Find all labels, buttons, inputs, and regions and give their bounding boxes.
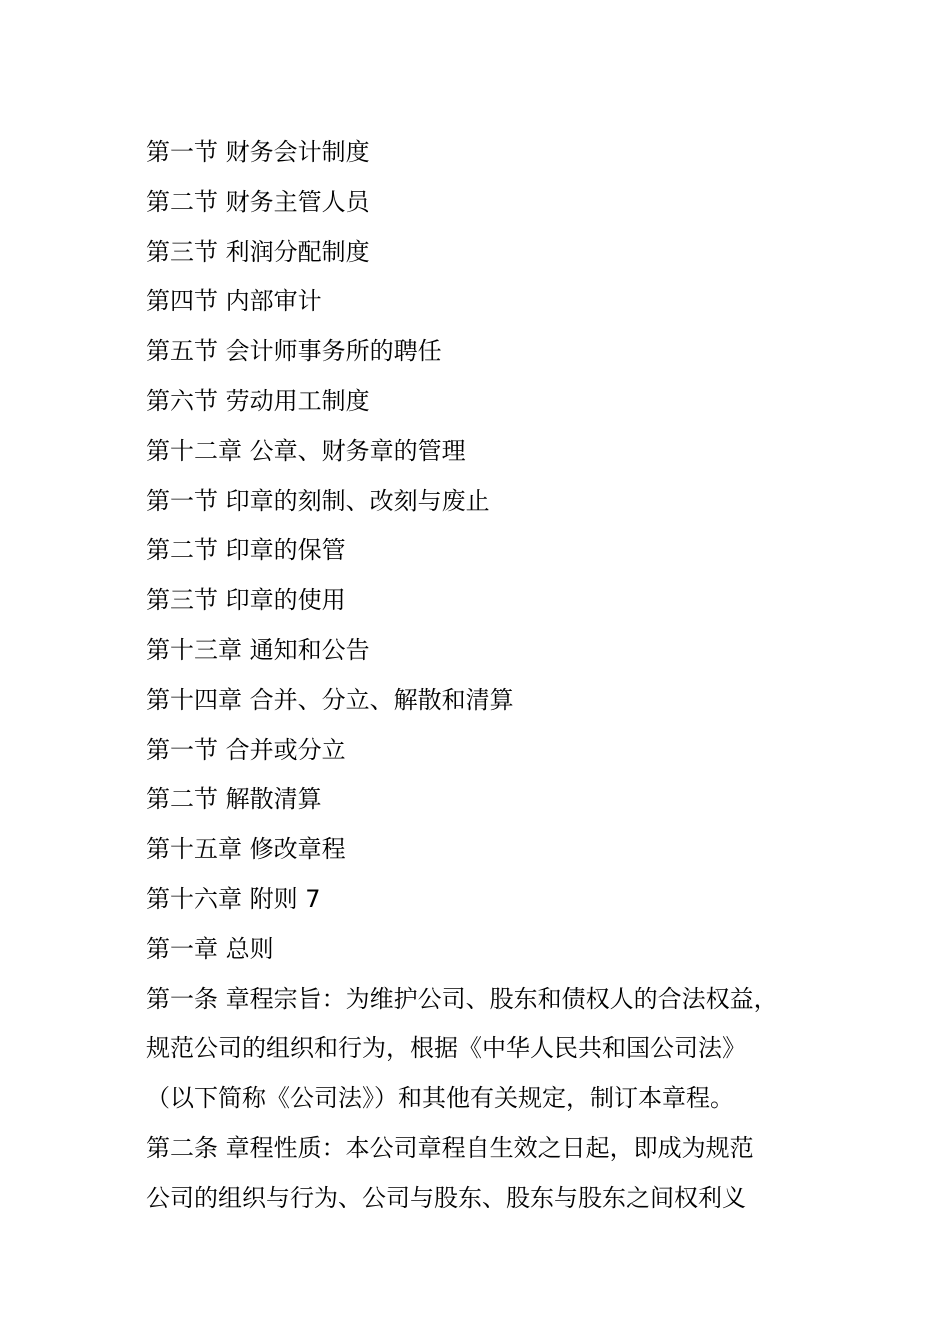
toc-section-seal-use: 第三节 印章的使用 <box>146 586 346 615</box>
toc-section-seal-making: 第一节 印章的刻制、改刻与废止 <box>146 486 490 515</box>
toc-section-labor-employment: 第六节 劳动用工制度 <box>146 386 370 415</box>
toc-section-profit-distribution: 第三节 利润分配制度 <box>146 237 370 266</box>
toc-section-accounting-firm: 第五节 会计师事务所的聘任 <box>146 337 442 366</box>
toc-section-financial-officer: 第二节 财务主管人员 <box>146 187 370 216</box>
toc-section-internal-audit: 第四节 内部审计 <box>146 287 322 316</box>
toc-chapter-16-supplementary: 第十六章 附则 7 <box>146 884 321 913</box>
article-1-line-2: 规范公司的组织和行为，根据《中华人民共和国公司法》 <box>146 1034 746 1063</box>
toc-chapter-15-amendment: 第十五章 修改章程 <box>146 835 346 864</box>
toc-chapter-12-seals: 第十二章 公章、财务章的管理 <box>146 436 466 465</box>
document-body <box>146 128 826 1224</box>
toc-section-seal-custody: 第二节 印章的保管 <box>146 536 346 565</box>
article-1-line-1: 第一条 章程宗旨：为维护公司、股东和债权人的合法权益， <box>146 984 778 1013</box>
toc-section-dissolution: 第二节 解散清算 <box>146 785 322 814</box>
toc-chapter-13-notices: 第十三章 通知和公告 <box>146 635 370 664</box>
toc-chapter-14-merger: 第十四章 合并、分立、解散和清算 <box>146 685 514 714</box>
toc-section-merger-split: 第一节 合并或分立 <box>146 735 346 764</box>
article-1-line-3: （以下简称《公司法》）和其他有关规定，制订本章程。 <box>146 1084 734 1113</box>
article-2-line-1: 第二条 章程性质：本公司章程自生效之日起，即成为规范 <box>146 1133 754 1162</box>
chapter-1-heading: 第一章 总则 <box>146 934 274 963</box>
article-2-line-2: 公司的组织与行为、公司与股东、股东与股东之间权利义 <box>146 1183 746 1212</box>
toc-section-financial-accounting: 第一节 财务会计制度 <box>146 138 370 166</box>
